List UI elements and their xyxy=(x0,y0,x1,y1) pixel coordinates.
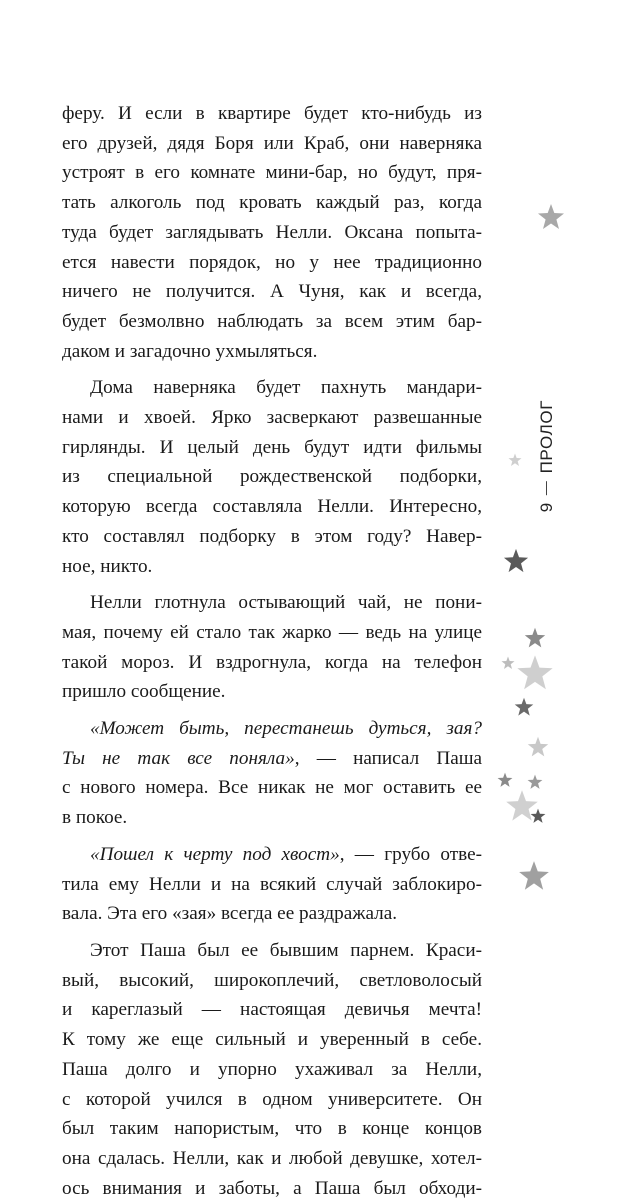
star-icon xyxy=(497,772,513,788)
text-line: феру. И если в квартире будет кто-нибудь из xyxy=(62,103,482,124)
text-line: был таким напористым, что в конце концов xyxy=(62,1118,482,1140)
text-line: вый, высокий, широкоплечий, светловолосый xyxy=(62,969,482,991)
text-line: пришло сообщение. xyxy=(62,681,226,703)
text-line: вала. Эта его «зая» всегда ее раздражала. xyxy=(62,903,398,925)
text-line: тать алкоголь под кровать каждый раз, когда xyxy=(62,192,482,214)
text-line xyxy=(62,714,482,744)
star-icon xyxy=(530,808,546,824)
italic-message: «Пошел к черту под хвост» xyxy=(90,843,340,865)
text-line xyxy=(62,840,482,870)
text-line: будет безмолвно наблюдать за всем этим бар- xyxy=(62,310,482,332)
text-line: с нового номера. Все никак не мог оставить ее xyxy=(62,777,482,799)
paragraph-3 xyxy=(62,588,482,707)
text-line: мая, почему ей стало так жарко — ведь на улице xyxy=(62,621,482,643)
page-number-divider xyxy=(547,481,548,495)
text-line: устроят в его комнате мини-бар, но будут, пря- xyxy=(62,162,482,184)
text-line: ное, никто. xyxy=(62,555,153,577)
star-icon xyxy=(501,656,515,670)
text-line: нами и хвоей. Ярко засверкают развешанные xyxy=(62,407,482,429)
paragraph-2 xyxy=(62,373,482,581)
italic-message: Ты не так все поняла» xyxy=(62,747,295,769)
text-line: туда будет заглядывать Нелли. Оксана попыта- xyxy=(62,221,482,243)
italic-message: «Может быть, перестанешь дуться, зая? xyxy=(90,718,482,740)
page-number xyxy=(537,478,557,512)
text-line: Этот Паша был ее бывшим парнем. Краси- xyxy=(90,939,482,961)
star-icon xyxy=(518,860,550,892)
star-icon xyxy=(503,548,529,574)
text-line: ось внимания и заботы, а Паша был обходи- xyxy=(62,1177,482,1199)
text-line: ничего не получится. А Чуня, как и всегда, xyxy=(62,281,482,303)
text-line: гирлянды. И целый день будут идти фильмы xyxy=(62,436,482,458)
text-fragment: , — написал Паша xyxy=(294,747,482,769)
text-line xyxy=(62,744,482,774)
star-icon xyxy=(527,736,549,758)
star-icon xyxy=(516,654,554,692)
text-line: кто составлял подборку в этом году? Навер- xyxy=(62,525,482,547)
text-line: его друзей, дядя Боря или Краб, они наверняка xyxy=(62,132,482,154)
text-line: Нелли глотнула остывающий чай, не пони- xyxy=(90,592,482,614)
text-line: которую всегда составляла Нелли. Интересно, xyxy=(62,496,482,518)
text-line: тила ему Нелли и на всякий случай заблокиро- xyxy=(62,873,482,895)
paragraph-5 xyxy=(62,840,482,929)
paragraph-4 xyxy=(62,714,482,833)
text-line: даком и загадочно ухмыляться. xyxy=(62,340,318,362)
star-icon xyxy=(524,627,546,649)
star-icon xyxy=(508,453,522,467)
text-fragment: , — грубо отве- xyxy=(339,843,482,865)
text-line: такой мороз. И вздрогнула, когда на телефон xyxy=(62,651,482,673)
text-line: она сдалась. Нелли, как и любой девушке, хотел- xyxy=(62,1147,482,1169)
text-line: и кареглазый — настоящая девичья мечта! xyxy=(62,999,482,1021)
page-number-text: 9 xyxy=(537,502,556,513)
star-icon xyxy=(527,774,543,790)
paragraph-1 xyxy=(62,99,482,366)
star-icon xyxy=(514,697,534,717)
text-line: Дома наверняка будет пахнуть мандари- xyxy=(90,377,482,399)
body-text xyxy=(62,99,482,1203)
text-line: из специальной рождественской подборки, xyxy=(62,466,482,488)
text-line: в покое. xyxy=(62,807,128,829)
text-line: ется навести порядок, но у нее традиционно xyxy=(62,251,482,273)
text-line: Паша долго и упорно ухаживал за Нелли, xyxy=(62,1058,482,1080)
paragraph-6 xyxy=(62,936,482,1203)
star-icon xyxy=(537,203,565,231)
running-head: ПРОЛОГ xyxy=(537,400,556,474)
text-line: с которой учился в одном университете. Он xyxy=(62,1088,482,1110)
text-line: К тому же еще сильный и уверенный в себе. xyxy=(62,1029,482,1051)
